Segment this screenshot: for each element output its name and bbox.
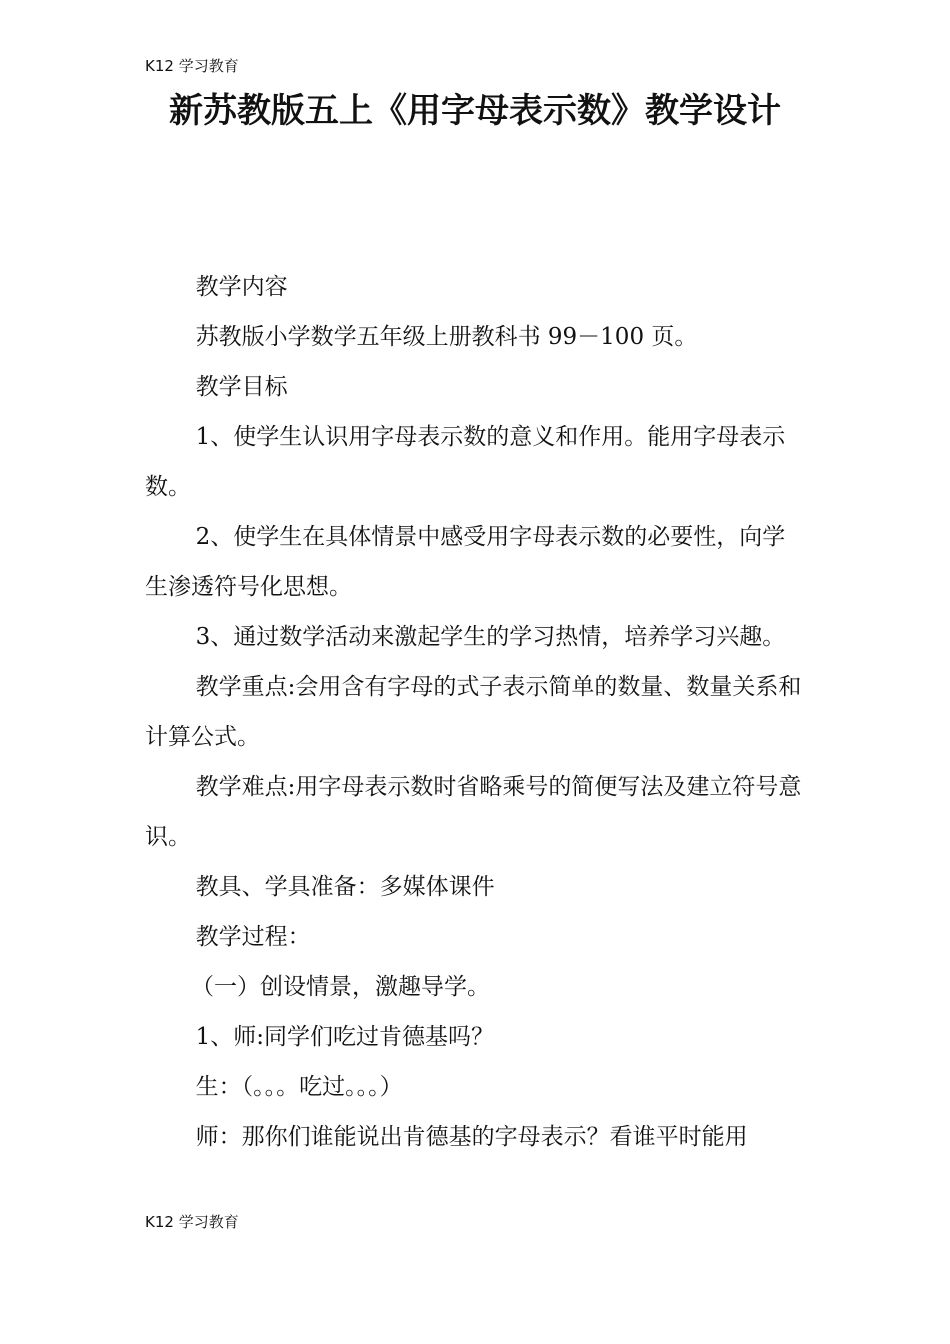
paragraph: 教学目标 — [195, 374, 288, 400]
paragraph: （一）创设情景，激趣导学。 — [191, 974, 490, 1000]
paragraph: 师：那你们谁能说出肯德基的字母表示？看谁平时能用 — [195, 1124, 748, 1150]
paragraph: 生：（。。。吃过。。。） — [195, 1074, 403, 1100]
paragraph: 教具、学具准备：多媒体课件 — [195, 874, 495, 900]
paragraph: 苏教版小学数学五年级上册教科书 99－100 页。 — [195, 324, 698, 350]
paragraph: 教学内容 — [195, 274, 288, 300]
paragraph: 3、通过数学活动来激起学生的学习热情，培养学习兴趣。 — [195, 624, 786, 650]
paragraph: 1、使学生认识用字母表示数的意义和作用。能用字母表示数。 — [145, 424, 786, 500]
document-title: 新苏教版五上《用字母表示数》教学设计 — [169, 91, 781, 131]
paragraph: 教学重点:会用含有字母的式子表示简单的数量、数量关系和计算公式。 — [145, 674, 802, 750]
paragraph: 2、使学生在具体情景中感受用字母表示数的必要性，向学生渗透符号化思想。 — [145, 524, 786, 600]
document-body — [145, 262, 807, 1162]
page-header: K12 学习教育 — [145, 57, 239, 75]
paragraph: 教学过程： — [195, 924, 311, 950]
paragraph: 教学难点:用字母表示数时省略乘号的简便写法及建立符号意识。 — [145, 774, 802, 850]
page-footer: K12 学习教育 — [145, 1213, 239, 1231]
paragraph: 1、师:同学们吃过肯德基吗？ — [195, 1024, 494, 1050]
